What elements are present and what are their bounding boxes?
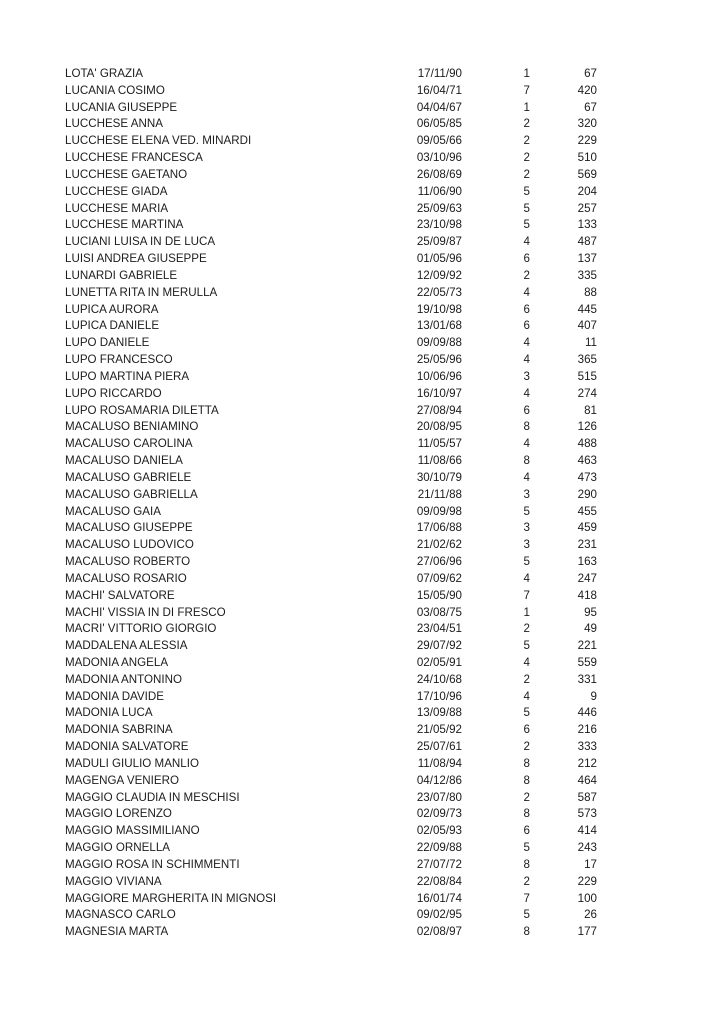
person-name: MAGNESIA MARTA — [65, 925, 169, 939]
birth-date: 23/07/80 — [416, 790, 462, 804]
value-1: 7 — [523, 83, 530, 97]
value-2: 445 — [577, 302, 597, 316]
birth-date: 22/09/88 — [416, 841, 462, 855]
person-name: LUCIANI LUISA IN DE LUCA — [65, 235, 216, 249]
value-1: 7 — [523, 891, 530, 905]
list-row — [65, 201, 597, 218]
person-name: MADONIA LUCA — [65, 706, 153, 720]
person-name: MACALUSO ROSARIO — [65, 571, 187, 585]
person-name: MACHI' SALVATORE — [65, 588, 175, 602]
value-2: 11 — [584, 336, 597, 350]
person-name: MAGGIO ROSA IN SCHIMMENTI — [65, 857, 240, 871]
value-1: 4 — [523, 235, 530, 249]
birth-date: 16/10/97 — [416, 386, 462, 400]
list-row — [65, 638, 597, 655]
birth-date: 03/08/75 — [416, 605, 462, 619]
value-1: 1 — [523, 605, 530, 619]
value-1: 3 — [523, 487, 530, 501]
birth-date: 07/09/62 — [416, 571, 462, 585]
value-1: 5 — [523, 504, 530, 518]
list-row — [65, 318, 597, 335]
birth-date: 27/07/72 — [416, 857, 462, 871]
list-row — [65, 116, 597, 133]
value-1: 2 — [523, 167, 530, 181]
value-1: 6 — [523, 723, 530, 737]
value-2: 464 — [577, 773, 597, 787]
birth-date: 16/04/71 — [416, 83, 462, 97]
value-1: 4 — [523, 689, 530, 703]
birth-date: 09/02/95 — [416, 908, 462, 922]
list-row — [65, 167, 597, 184]
list-row — [65, 520, 597, 537]
list-row — [65, 302, 597, 319]
value-1: 8 — [523, 807, 530, 821]
list-row — [65, 217, 597, 234]
value-1: 8 — [523, 773, 530, 787]
value-2: 333 — [577, 740, 597, 754]
value-2: 67 — [584, 100, 597, 114]
birth-date: 15/05/90 — [416, 588, 462, 602]
list-row — [65, 419, 597, 436]
value-2: 365 — [577, 353, 597, 367]
birth-date: 16/01/74 — [416, 891, 462, 905]
list-row — [65, 806, 597, 823]
value-2: 81 — [584, 403, 597, 417]
person-name: MACALUSO GABRIELLA — [65, 487, 198, 501]
birth-date: 17/11/90 — [417, 67, 462, 80]
value-2: 407 — [577, 319, 597, 333]
list-row — [65, 907, 597, 924]
person-name: MACHI' VISSIA IN DI FRESCO — [65, 605, 226, 619]
person-name: LUCCHESE MARIA — [65, 201, 169, 215]
value-1: 6 — [523, 252, 530, 266]
value-1: 1 — [523, 67, 530, 80]
value-1: 4 — [523, 353, 530, 367]
list-row — [65, 554, 597, 571]
value-1: 6 — [523, 824, 530, 838]
value-2: 49 — [584, 622, 597, 636]
list-row — [65, 184, 597, 201]
person-name: LUPICA DANIELE — [65, 319, 160, 333]
value-2: 137 — [577, 252, 597, 266]
value-1: 6 — [523, 302, 530, 316]
birth-date: 13/09/88 — [416, 706, 462, 720]
birth-date: 27/08/94 — [416, 403, 462, 417]
value-1: 4 — [523, 386, 530, 400]
birth-date: 24/10/68 — [416, 672, 462, 686]
birth-date: 17/10/96 — [416, 689, 462, 703]
value-2: 274 — [577, 386, 597, 400]
value-1: 7 — [523, 588, 530, 602]
person-name: MACALUSO CAROLINA — [65, 437, 193, 451]
person-name: MACALUSO LUDOVICO — [65, 538, 194, 552]
value-2: 414 — [577, 824, 597, 838]
person-name: LUPO MARTINA PIERA — [65, 369, 190, 383]
value-1: 3 — [523, 538, 530, 552]
person-name: LUPICA AURORA — [65, 302, 159, 316]
value-2: 331 — [577, 672, 597, 686]
list-row — [65, 335, 597, 352]
birth-date: 06/05/85 — [416, 117, 462, 131]
list-row — [65, 537, 597, 554]
value-1: 2 — [523, 134, 530, 148]
list-row — [65, 924, 597, 941]
list-row — [65, 823, 597, 840]
value-1: 8 — [523, 857, 530, 871]
value-2: 95 — [584, 605, 597, 619]
person-name: LUNARDI GABRIELE — [65, 268, 178, 282]
birth-date: 02/05/91 — [416, 655, 462, 669]
value-2: 221 — [577, 639, 597, 653]
value-1: 2 — [523, 740, 530, 754]
person-name: LUCCHESE GAETANO — [65, 167, 188, 181]
person-name: MACALUSO DANIELA — [65, 454, 183, 468]
list-row — [65, 453, 597, 470]
birth-date: 22/08/84 — [416, 874, 462, 888]
value-2: 510 — [577, 151, 597, 165]
value-2: 163 — [577, 555, 597, 569]
list-row — [65, 605, 597, 622]
value-1: 3 — [523, 369, 530, 383]
list-row — [65, 251, 597, 268]
list-row — [65, 352, 597, 369]
person-name: LUCANIA GIUSEPPE — [65, 100, 178, 114]
value-1: 8 — [523, 756, 530, 770]
list-row — [65, 83, 597, 100]
person-name: LOTA' GRAZIA — [65, 67, 144, 80]
value-2: 231 — [577, 538, 597, 552]
value-2: 100 — [577, 891, 597, 905]
list-row — [65, 672, 597, 689]
value-2: 243 — [577, 841, 597, 855]
value-2: 9 — [590, 689, 597, 703]
birth-date: 04/12/86 — [416, 773, 462, 787]
birth-date: 19/10/98 — [416, 302, 462, 316]
person-name: MACALUSO GABRIELE — [65, 470, 192, 484]
list-row — [65, 588, 597, 605]
list-row — [65, 234, 597, 251]
birth-date: 17/06/88 — [416, 521, 462, 535]
value-1: 2 — [523, 874, 530, 888]
birth-date: 22/05/73 — [416, 285, 462, 299]
person-name: LUPO DANIELE — [65, 336, 150, 350]
value-2: 290 — [577, 487, 597, 501]
name-register-list — [65, 66, 597, 941]
birth-date: 25/07/61 — [416, 740, 462, 754]
birth-date: 09/09/88 — [416, 336, 462, 350]
birth-date: 02/05/93 — [416, 824, 462, 838]
person-name: LUPO ROSAMARIA DILETTA — [65, 403, 219, 417]
value-2: 320 — [577, 117, 597, 131]
person-name: MAGGIO LORENZO — [65, 807, 172, 821]
value-1: 6 — [523, 319, 530, 333]
list-row — [65, 621, 597, 638]
value-2: 473 — [577, 470, 597, 484]
list-row — [65, 874, 597, 891]
value-2: 257 — [577, 201, 597, 215]
value-2: 177 — [577, 925, 597, 939]
value-1: 8 — [523, 420, 530, 434]
value-1: 4 — [523, 336, 530, 350]
list-row — [65, 790, 597, 807]
birth-date: 27/06/96 — [416, 555, 462, 569]
birth-date: 21/05/92 — [416, 723, 462, 737]
value-1: 2 — [523, 268, 530, 282]
value-1: 2 — [523, 672, 530, 686]
person-name: MACALUSO BENIAMINO — [65, 420, 199, 434]
list-row — [65, 655, 597, 672]
person-name: MADONIA ANTONINO — [65, 672, 183, 686]
value-2: 463 — [577, 454, 597, 468]
person-name: MAGGIO CLAUDIA IN MESCHISI — [65, 790, 240, 804]
value-2: 133 — [577, 218, 597, 232]
value-2: 587 — [577, 790, 597, 804]
birth-date: 03/10/96 — [416, 151, 462, 165]
value-2: 17 — [584, 857, 597, 871]
birth-date: 12/09/92 — [416, 268, 462, 282]
value-2: 67 — [584, 67, 597, 80]
birth-date: 26/08/69 — [416, 167, 462, 181]
list-row — [65, 705, 597, 722]
value-1: 5 — [523, 184, 530, 198]
value-2: 229 — [577, 134, 597, 148]
value-2: 459 — [577, 521, 597, 535]
value-1: 4 — [523, 655, 530, 669]
list-row — [65, 739, 597, 756]
person-name: LUCCHESE ELENA VED. MINARDI — [65, 134, 252, 148]
birth-date: 25/09/87 — [416, 235, 462, 249]
person-name: MAGGIO VIVIANA — [65, 874, 162, 888]
birth-date: 11/08/66 — [417, 454, 462, 468]
birth-date: 25/05/96 — [416, 353, 462, 367]
birth-date: 23/10/98 — [416, 218, 462, 232]
person-name: MADONIA SABRINA — [65, 723, 173, 737]
value-2: 247 — [577, 571, 597, 585]
list-row — [65, 756, 597, 773]
list-row — [65, 773, 597, 790]
birth-date: 20/08/95 — [416, 420, 462, 434]
person-name: MAGENGA VENIERO — [65, 773, 180, 787]
value-1: 5 — [523, 218, 530, 232]
value-2: 126 — [577, 420, 597, 434]
birth-date: 04/04/67 — [416, 100, 462, 114]
birth-date: 02/09/73 — [416, 807, 462, 821]
person-name: MAGGIORE MARGHERITA IN MIGNOSI — [65, 891, 277, 905]
birth-date: 21/11/88 — [417, 487, 462, 501]
list-row — [65, 722, 597, 739]
value-1: 4 — [523, 437, 530, 451]
value-2: 487 — [577, 235, 597, 249]
value-2: 216 — [577, 723, 597, 737]
birth-date: 02/08/97 — [416, 925, 462, 939]
list-row — [65, 66, 597, 83]
person-name: MACRI' VITTORIO GIORGIO — [65, 622, 217, 636]
value-1: 3 — [523, 521, 530, 535]
list-row — [65, 386, 597, 403]
value-1: 2 — [523, 790, 530, 804]
person-name: LUNETTA RITA IN MERULLA — [65, 285, 218, 299]
list-row — [65, 470, 597, 487]
list-row — [65, 487, 597, 504]
value-1: 4 — [523, 571, 530, 585]
birth-date: 23/04/51 — [416, 622, 462, 636]
value-2: 335 — [577, 268, 597, 282]
birth-date: 30/10/79 — [416, 470, 462, 484]
birth-date: 10/06/96 — [416, 369, 462, 383]
list-row — [65, 504, 597, 521]
value-1: 2 — [523, 151, 530, 165]
person-name: MAGNASCO CARLO — [65, 908, 176, 922]
birth-date: 11/06/90 — [417, 184, 462, 198]
list-row — [65, 285, 597, 302]
value-1: 5 — [523, 201, 530, 215]
birth-date: 21/02/62 — [416, 538, 462, 552]
value-2: 418 — [577, 588, 597, 602]
value-2: 559 — [577, 655, 597, 669]
person-name: LUCCHESE GIADA — [65, 184, 168, 198]
list-row — [65, 571, 597, 588]
value-1: 2 — [523, 117, 530, 131]
list-row — [65, 133, 597, 150]
value-1: 8 — [523, 454, 530, 468]
list-row — [65, 689, 597, 706]
person-name: LUCANIA COSIMO — [65, 83, 165, 97]
list-row — [65, 840, 597, 857]
person-name: MAGGIO ORNELLA — [65, 841, 171, 855]
person-name: MADONIA SALVATORE — [65, 740, 189, 754]
person-name: LUISI ANDREA GIUSEPPE — [65, 252, 207, 266]
person-name: LUCCHESE MARTINA — [65, 218, 184, 232]
list-row — [65, 436, 597, 453]
birth-date: 29/07/92 — [416, 639, 462, 653]
person-name: MADONIA DAVIDE — [65, 689, 164, 703]
value-1: 5 — [523, 841, 530, 855]
person-name: LUPO RICCARDO — [65, 386, 162, 400]
person-name: LUPO FRANCESCO — [65, 353, 173, 367]
value-1: 5 — [523, 555, 530, 569]
list-row — [65, 150, 597, 167]
value-2: 229 — [577, 874, 597, 888]
person-name: LUCCHESE FRANCESCA — [65, 151, 203, 165]
value-1: 5 — [523, 706, 530, 720]
list-row — [65, 403, 597, 420]
birth-date: 25/09/63 — [416, 201, 462, 215]
value-2: 515 — [577, 369, 597, 383]
list-row — [65, 891, 597, 908]
value-2: 204 — [577, 184, 597, 198]
value-2: 88 — [584, 285, 597, 299]
value-2: 446 — [577, 706, 597, 720]
value-2: 212 — [577, 756, 597, 770]
list-row — [65, 369, 597, 386]
birth-date: 11/05/57 — [417, 437, 462, 451]
value-2: 573 — [577, 807, 597, 821]
value-1: 4 — [523, 285, 530, 299]
birth-date: 11/08/94 — [417, 756, 462, 770]
value-1: 5 — [523, 908, 530, 922]
birth-date: 01/05/96 — [416, 252, 462, 266]
birth-date: 09/09/98 — [416, 504, 462, 518]
list-row — [65, 857, 597, 874]
value-1: 4 — [523, 470, 530, 484]
value-1: 5 — [523, 639, 530, 653]
person-name: MACALUSO GIUSEPPE — [65, 521, 193, 535]
person-name: MAGGIO MASSIMILIANO — [65, 824, 200, 838]
person-name: MACALUSO ROBERTO — [65, 555, 191, 569]
list-row — [65, 268, 597, 285]
person-name: LUCCHESE ANNA — [65, 117, 163, 131]
value-1: 2 — [523, 622, 530, 636]
value-2: 455 — [577, 504, 597, 518]
list-row — [65, 100, 597, 117]
value-1: 1 — [523, 100, 530, 114]
person-name: MADULI GIULIO MANLIO — [65, 756, 199, 770]
value-2: 26 — [584, 908, 597, 922]
person-name: MACALUSO GAIA — [65, 504, 161, 518]
value-1: 6 — [523, 403, 530, 417]
person-name: MADDALENA ALESSIA — [65, 639, 188, 653]
value-2: 488 — [577, 437, 597, 451]
birth-date: 09/05/66 — [416, 134, 462, 148]
value-2: 420 — [577, 83, 597, 97]
value-1: 8 — [523, 925, 530, 939]
value-2: 569 — [577, 167, 597, 181]
person-name: MADONIA ANGELA — [65, 655, 169, 669]
birth-date: 13/01/68 — [416, 319, 462, 333]
